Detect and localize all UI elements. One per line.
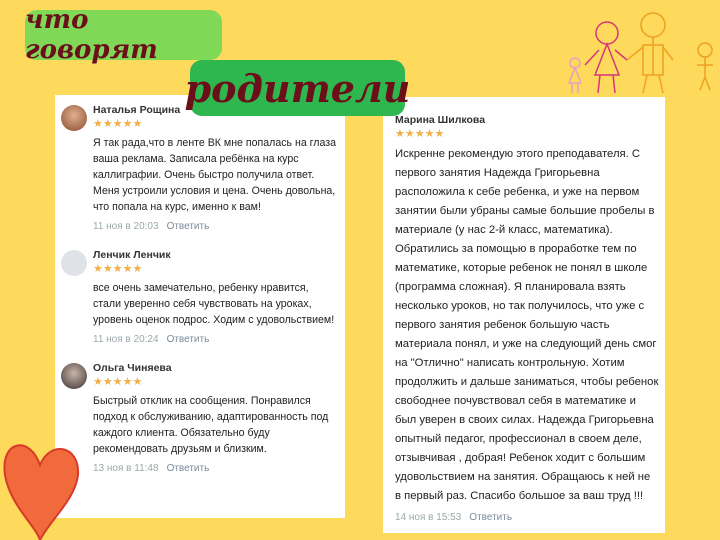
rating-stars: ★★★★★ [93, 118, 143, 130]
reply-link[interactable]: Ответить [166, 463, 210, 474]
rating-stars: ★★★★★ [93, 376, 143, 388]
reviewer-name[interactable]: Марина Шилкова [395, 114, 486, 126]
rating-stars: ★★★★★ [395, 128, 445, 140]
reviews-card-left [55, 95, 345, 518]
review-date: 11 ноя в 20:24 [93, 334, 159, 345]
avatar[interactable] [61, 250, 87, 276]
avito-watermark: Avito [600, 512, 655, 537]
reply-link[interactable]: Ответить [166, 334, 210, 345]
title-badge-top: что говорят [25, 10, 222, 60]
reviews-card-right [383, 97, 665, 533]
review-item [61, 103, 339, 234]
reply-link[interactable]: Ответить [469, 512, 513, 523]
review-item [61, 361, 339, 476]
kids-drawing-icon [555, 5, 720, 95]
review-item [61, 248, 339, 347]
review-text: все очень замечательно, ребенку нравится, стали уверенно себя чувствовать на уроках, уровень оценок подрос. Ходим с удовольствием! [93, 282, 335, 326]
review-text: Быстрый отклик на сообщения. Понравился подход к обслуживанию, адаптированность под каждого клиента. Обязательно буду рекомендовать друзьям и близким. [93, 395, 329, 455]
review-date: 11 ноя в 20:03 [93, 221, 159, 232]
title-badge-main: родители [190, 60, 405, 116]
heart-scribble-icon [0, 430, 80, 540]
reply-link[interactable]: Ответить [166, 221, 210, 232]
review-text: Искренне рекомендую этого преподавателя. С первого занятия Надежда Григорьевна расположила к себе ребенка, и уже на первом занятии были убраны самые большие пробелы в материале (у нас 2-й класс, математика). Обратились за помощью в проработке тем по математике, которые ребенок не понял в школе (программа сложная). Я планировала взять несколько уроков, но так получилось, что уже с первого занятия ребенок большую часть материала понял, и уже на следующий день смог на "Отлично" написать контрольную. Хотим продолжить и дальше заниматься, чтобы ребенок свободнее почувствовал себя в математике и был уверен в своих силах. Надежда Григорьевна опытный педагог, профессионал в своем деле, отзывчивая , добрая! Ребенок ходит с большим удовольствием на занятия. Обращаюсь к ней не в первый раз. Спасибо большое за ваш труд !!! [395, 148, 659, 502]
avatar[interactable] [61, 105, 87, 131]
review-text: Я так рада,что в ленте ВК мне попалась на глаза ваша реклама. Записала ребёнка на курс каллиграфии. Очень быстро получила ответ. Меня устроили условия и цена. Очень довольна, что попала на курс, именно к вам! [93, 137, 337, 213]
reviewer-name[interactable]: Наталья Рощина [93, 104, 181, 116]
avatar[interactable] [61, 363, 87, 389]
reviewer-name[interactable]: Ленчик Ленчик [93, 249, 171, 261]
rating-stars: ★★★★★ [93, 263, 143, 275]
reviewer-name[interactable]: Ольга Чиняева [93, 362, 172, 374]
review-date: 14 ноя в 15:53 [395, 512, 462, 523]
review-date: 13 ноя в 11:48 [93, 463, 159, 474]
